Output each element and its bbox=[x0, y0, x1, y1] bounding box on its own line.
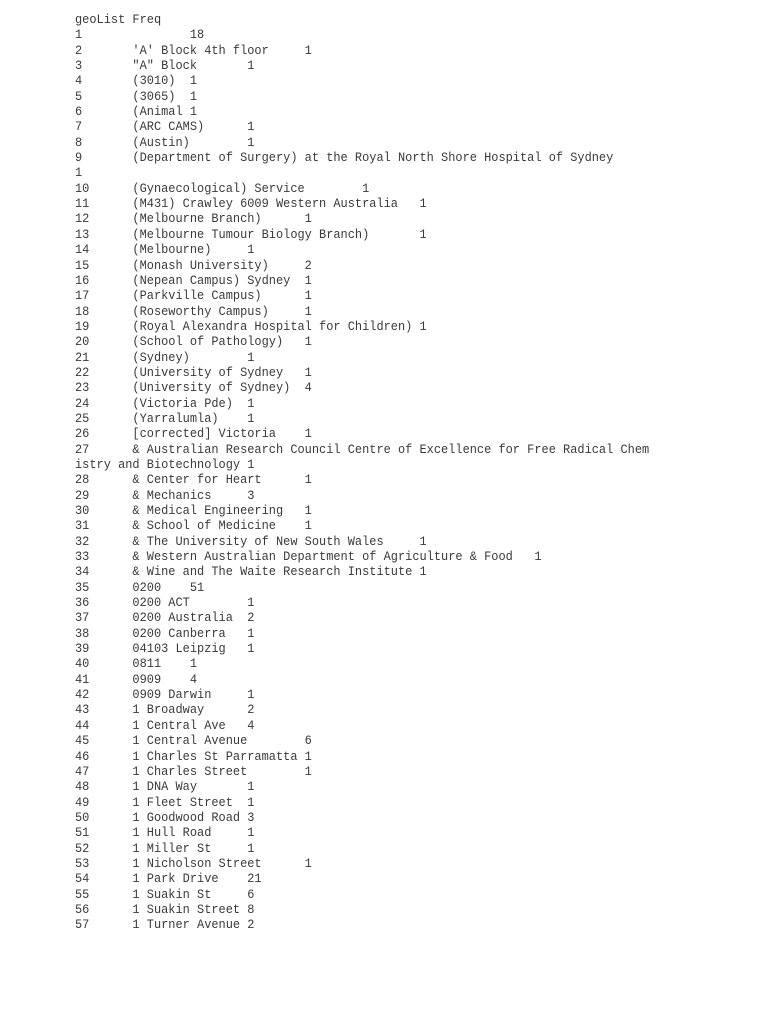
list-line: 50 1 Goodwood Road 3 bbox=[75, 809, 255, 825]
list-line: 40 0811 1 bbox=[75, 656, 198, 672]
list-line: 47 1 Charles Street 1 bbox=[75, 763, 312, 779]
list-line: 6 (Animal 1 bbox=[75, 104, 198, 120]
list-line: 26 [corrected] Victoria 1 bbox=[75, 426, 312, 442]
list-line: 52 1 Miller St 1 bbox=[75, 840, 255, 856]
list-line: 27 & Australian Research Council Centre of Excellence for Free Radical Chem bbox=[75, 441, 650, 457]
list-line: 28 & Center for Heart 1 bbox=[75, 472, 312, 488]
list-line: 17 (Parkville Campus) 1 bbox=[75, 288, 312, 304]
list-line: 16 (Nepean Campus) Sydney 1 bbox=[75, 272, 312, 288]
list-line: 2 'A' Block 4th floor 1 bbox=[75, 42, 312, 58]
list-line: 25 (Yarralumla) 1 bbox=[75, 410, 255, 426]
list-line: 30 & Medical Engineering 1 bbox=[75, 503, 312, 518]
list-line: 29 & Mechanics 3 bbox=[75, 487, 255, 503]
list-line: 49 1 Fleet Street 1 bbox=[75, 794, 255, 810]
list-line: 22 (University of Sydney 1 bbox=[75, 364, 312, 380]
list-line: 37 0200 Australia 2 bbox=[75, 610, 255, 626]
list-line: 56 1 Suakin Street 8 bbox=[75, 901, 255, 917]
list-line: 31 & School of Medicine 1 bbox=[75, 518, 312, 534]
list-line: 11 (M431) Crawley 6009 Western Australia 1 bbox=[75, 196, 427, 212]
list-line: 45 1 Central Avenue 6 bbox=[75, 733, 312, 749]
list-line: 48 1 DNA Way 1 bbox=[75, 779, 255, 795]
list-line: 34 & Wine and The Waite Research Institute 1 bbox=[75, 564, 427, 580]
list-line: 9 (Department of Surgery) at the Royal North Shore Hospital of Sydney bbox=[75, 150, 614, 166]
list-line: 1 18 bbox=[75, 27, 205, 43]
list-line: istry and Biotechnology 1 bbox=[75, 456, 255, 472]
frequency-list bbox=[75, 27, 701, 932]
list-line: 15 (Monash University) 2 bbox=[75, 257, 312, 273]
list-line: 21 (Sydney) 1 bbox=[75, 349, 255, 365]
list-line: 24 (Victoria Pde) 1 bbox=[75, 395, 255, 411]
list-line: 7 (ARC CAMS) 1 bbox=[75, 119, 255, 135]
list-line: 54 1 Park Drive 21 bbox=[75, 871, 262, 887]
list-line: 33 & Western Australian Department of Agriculture & Food 1 bbox=[75, 549, 542, 565]
document-page bbox=[75, 12, 701, 933]
list-line: 12 (Melbourne Branch) 1 bbox=[75, 211, 312, 227]
list-line: 1 bbox=[75, 165, 83, 181]
list-line: 3 "A" Block 1 bbox=[75, 58, 255, 74]
list-line: 19 (Royal Alexandra Hospital for Children) 1 bbox=[75, 318, 427, 334]
list-line: 5 (3065) 1 bbox=[75, 88, 198, 104]
list-line: 55 1 Suakin St 6 bbox=[75, 886, 255, 902]
column-header: geoList Freq bbox=[75, 12, 162, 27]
list-line: 8 (Austin) 1 bbox=[75, 134, 255, 150]
list-line: 38 0200 Canberra 1 bbox=[75, 625, 255, 641]
list-line: 44 1 Central Ave 4 bbox=[75, 717, 255, 733]
list-line: 14 (Melbourne) 1 bbox=[75, 242, 255, 258]
list-line: 53 1 Nicholson Street 1 bbox=[75, 855, 312, 871]
list-line: 4 (3010) 1 bbox=[75, 73, 198, 89]
list-line: 36 0200 ACT 1 bbox=[75, 595, 255, 611]
list-line: 39 04103 Leipzig 1 bbox=[75, 641, 255, 657]
list-line: 13 (Melbourne Tumour Biology Branch) 1 bbox=[75, 226, 427, 242]
list-line: 20 (School of Pathology) 1 bbox=[75, 334, 312, 350]
list-line: 32 & The University of New South Wales 1 bbox=[75, 533, 427, 549]
list-line: 51 1 Hull Road 1 bbox=[75, 825, 255, 841]
list-line: 18 (Roseworthy Campus) 1 bbox=[75, 303, 312, 319]
list-line: 42 0909 Darwin 1 bbox=[75, 687, 255, 703]
list-line: 41 0909 4 bbox=[75, 671, 198, 687]
list-line: 57 1 Turner Avenue 2 bbox=[75, 917, 255, 933]
list-line: 43 1 Broadway 2 bbox=[75, 702, 255, 718]
list-line: 35 0200 51 bbox=[75, 579, 205, 595]
list-line: 23 (University of Sydney) 4 bbox=[75, 380, 312, 396]
list-line: 10 (Gynaecological) Service 1 bbox=[75, 180, 370, 196]
list-line: 46 1 Charles St Parramatta 1 bbox=[75, 748, 312, 764]
